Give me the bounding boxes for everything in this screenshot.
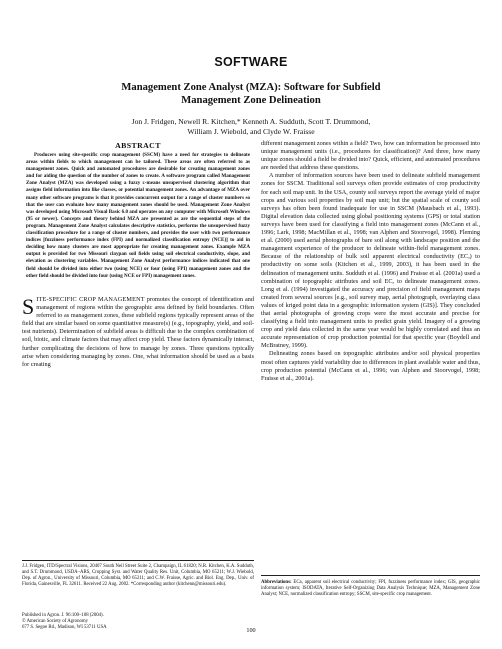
drop-cap: S xyxy=(22,294,35,319)
publication-line: 677 S. Segoe Rd., Madison, WI 53711 USA xyxy=(22,625,107,631)
publication-line: Published in Agron. J. 96:100–108 (2004). xyxy=(22,613,104,618)
section-label: SOFTWARE xyxy=(214,55,288,69)
body-paragraph: different management zones within a field? Two, how can information be processed into unique management units (i.e., procedures for classification)? And three, how many unique zones should a field be divided into? Quick, efficient, and automated procedures are needed that address these questions. xyxy=(261,140,480,172)
right-column-body xyxy=(261,140,480,383)
abbreviations-note xyxy=(261,580,480,598)
publication-line: © American Society of Agronomy xyxy=(22,619,88,625)
title-line: Management Zone Delineation xyxy=(181,94,321,106)
abbreviations-label: Abbreviations: xyxy=(261,580,292,585)
body-paragraph: A number of information sources have been used to delineate subfield management zones for SSCM. Traditional soil surveys often provide estimates of crop productivity for each soil map unit. In the USA, county soil surveys report the average yield of major crops and various soil properties by soil map unit; but the spatial scale of county soil surveys has often been found inadequate for use in SSCM (Mausbach et al., 1993). Digital elevation data collected using global positioning systems (GPS) or total station surveys have been used for classifying a field into management zones (McCann et al., 1996; Lark, 1998; MacMillan et al., 1998; van Alphen and Stoorvogel, 1998). Fleming et al. (2000) used aerial photographs of bare soil along with landscape position and the management experience of the producer to delineate within-field management zones. Because of the relationship of bulk soil apparent electrical conductivity (ECₐ) to productivity on some soils (Kitchen et al., 1999, 2003), it has been used in the delineation of management units. Sudduth et al. (1996) and Fraisse et al. (2001a) used a combination of topographic attributes and soil ECₐ to delineate management zones. Long et al. (1994) investigated the accuracy and precision of field management maps created from several sources [e.g., soil survey map, aerial photograph, overlaying class values of kriged point data in a geographic information system (GIS)]. They concluded that aerial photographs of growing crops were the most accurate and precise for classifying a field into management units to predict grain yield. Imagery of a growing crop and yield data collected in the same year would be highly correlated and thus an accurate representation of crop production potential for that specific year (Boydell and McBratney, 1999). xyxy=(261,172,480,350)
author-list xyxy=(40,117,462,136)
body-paragraph: Delineating zones based on topographic attributes and/or soil physical properties most often captures yield variability due to differences in plant available water and thus, crop production potential (McCann et al., 1996; van Alphen and Stoorvogel, 1998; Fraisse et al., 2001a). xyxy=(261,350,480,382)
abstract-text: Producers using site-specific crop management (SSCM) have a need for strategies to delineate areas within fields to which management can be tailored. These areas are often referred to as management zones. Quick and automated procedures are desirable for creating management zones and for aiding the question of the number of zones to create. A software program called Management Zone Analyst (MZA) was developed using a fuzzy c-means unsupervised clustering algorithm that assigns field information into like classes, or potential management zones. An advantage of MZA over many other software programs is that it provides concurrent output for a range of cluster numbers so that the user can evaluate how many management zones should be used. Management Zone Analyst was developed using Microsoft Visual Basic 6.0 and operates on any computer with Microsoft Windows (95 or newer). Concepts and theory behind MZA are presented as are the sequential steps of the program. Management Zone Analyst calculates descriptive statistics, performs the unsupervised fuzzy classification procedure for a range of cluster numbers, and provides the user with two performance indices [fuzziness performance index (FPI) and normalized classification entropy (NCE)] to aid in deciding how many clusters are most appropriate for creating management zones. Example MZA output is provided for two Missouri claypan soil fields using soil electrical conductivity, slope, and elevation as clustering variables. Management Zone Analyst performance indices indicated that one field should be divided into either two (using NCE) or four (using FPI) management zones and the other field should be divided into four (using NCE or FPI) management zones. xyxy=(26,152,250,279)
introduction-paragraph xyxy=(22,296,254,369)
article-title xyxy=(40,82,462,107)
title-line: Management Zone Analyst (MZA): Software for Subfield xyxy=(121,82,381,93)
page-number: 100 xyxy=(246,627,256,634)
author-affiliations-footnote: J.J. Fridgen, ITD/Spectral Visions, 20407 South Neil Street Suite 2, Champaign, IL 61820; N.R. Kitchen, K.A. Sudduth, and S.T. Drummond, USDA–ARS, Cropping Syst. and Water Quality Res. Unit, Columbia, MO 65211; W.J. Wiebold, Dep. of Agron., University of Missouri, Columbia, MO 65211; and C.W. Fraisse, Agric. and Biol. Eng. Dep., Univ. of Florida, Gainesville, FL 32611. Received 22 Aug. 2002. *Corresponding author (kitchenn@missouri.edu). xyxy=(22,564,254,588)
footnote-divider xyxy=(22,560,254,561)
author-line: Jon J. Fridgen, Newell R. Kitchen,* Kenneth A. Sudduth, Scott T. Drummond, xyxy=(131,117,371,126)
intro-text: promotes the concept of identification and management of regions within the geographic area defined by field boundaries. Often referred to as management zones, these subfield regions typically represent areas of the field that are similar based on some quantitative measure(s) (e.g., topography, yield, and soil-test nutrients). Determination of subfield areas is difficult due to the complex combination of soil, biotic, and climate factors that may affect crop yield. These factors dynamically interact, further complicating the decisions of how to manage by zones. Three questions typically arise when considering managing by zones. One, what information should be used as a basis for creating xyxy=(22,296,254,368)
intro-lead-smallcaps: ITE-SPECIFIC CROP MANAGEMENT xyxy=(36,296,145,303)
abbreviations-divider xyxy=(261,575,480,576)
author-line: William J. Wiebold, and Clyde W. Fraisse xyxy=(187,126,315,136)
abstract-heading: ABSTRACT xyxy=(115,141,161,150)
abbreviations-text: ECa, apparent soil electrical conductivity; FPI, fuzziness performance index; GIS, geographic information system; ISODATA, Iterative Self-Organizing Data Analysis Technique; MZA, Management Zone Analyst; NCE, normalized classification entropy; SSCM, site-specific crop management. xyxy=(261,580,480,598)
